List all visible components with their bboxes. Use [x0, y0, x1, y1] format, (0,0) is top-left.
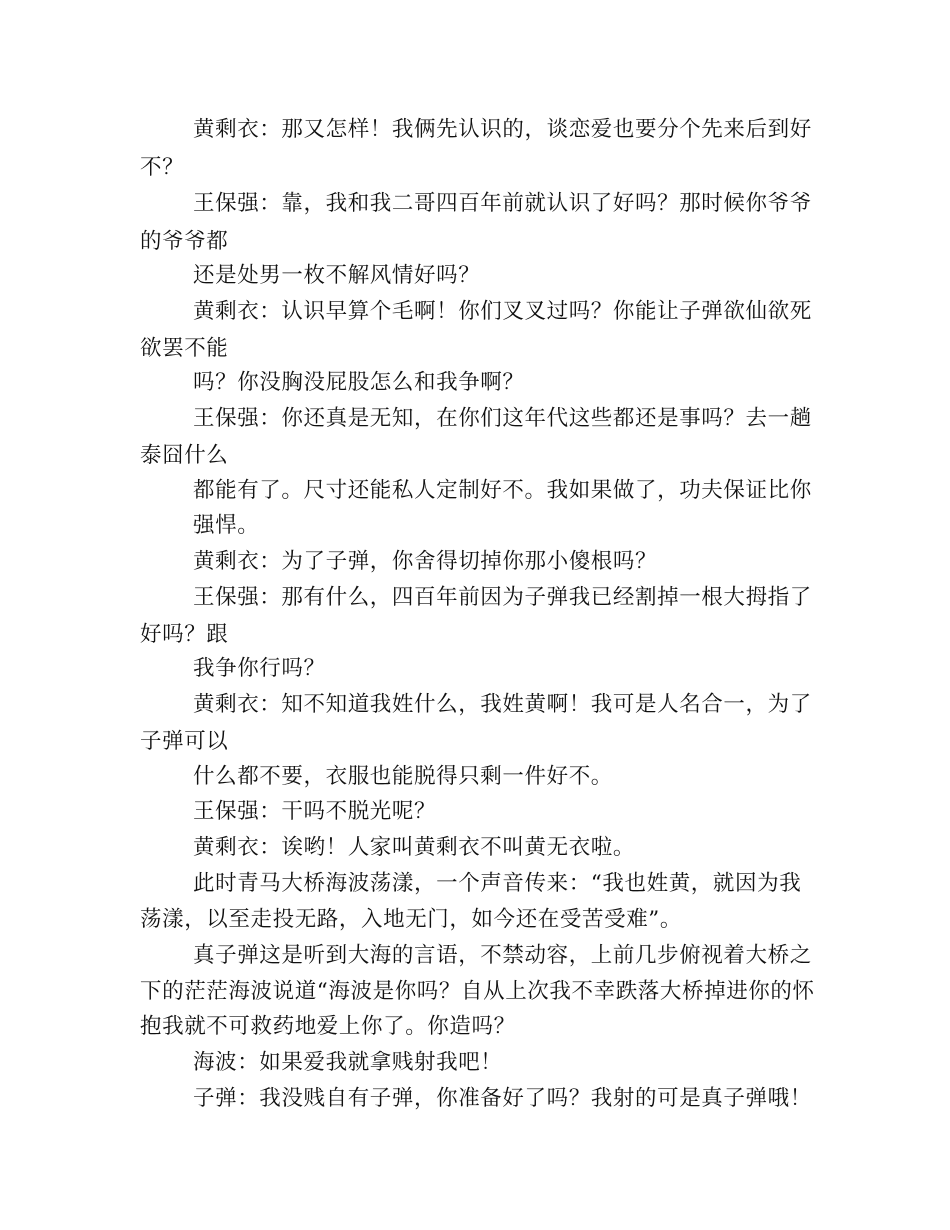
text-line: 黄剩衣：认识早算个毛啊！你们叉叉过吗？你能让子弹欲仙欲死 [193, 299, 812, 324]
text-line: 我争你行吗？ [193, 656, 326, 681]
text-line: 抱我就不可救药地爱上你了。你造吗？ [140, 1014, 516, 1039]
text-line: 荡漾，以至走投无路，入地无门，如今还在受苦受难”。 [140, 907, 682, 932]
text-line: 还是处男一枚不解风情好吗？ [193, 263, 481, 288]
text-line: 黄剩衣：知不知道我姓什么，我姓黄啊！我可是人名合一，为了 [193, 692, 812, 717]
text-line: 吗？你没胸没屁股怎么和我争啊？ [193, 370, 525, 395]
text-line: 不？ [140, 155, 185, 180]
text-line: 王保强：靠，我和我二哥四百年前就认识了好吗？那时候你爷爷 [193, 191, 812, 216]
text-line: 王保强：那有什么，四百年前因为子弹我已经割掉一根大拇指了 [193, 585, 812, 610]
text-line: 都能有了。尺寸还能私人定制好不。我如果做了，功夫保证比你 [193, 478, 812, 503]
text-line: 泰囧什么 [140, 443, 229, 468]
text-line: 强悍。 [193, 513, 260, 538]
text-line: 海波：如果爱我就拿贱射我吧！ [193, 1050, 503, 1075]
text-line: 黄剩衣：那又怎样！我俩先认识的，谈恋爱也要分个先来后到好 [193, 117, 812, 142]
text-line: 王保强：你还真是无知，在你们这年代这些都还是事吗？去一趟 [193, 406, 812, 431]
text-line: 黄剩衣：诶哟！人家叫黄剩衣不叫黄无衣啦。 [193, 835, 636, 860]
text-line: 王保强：干吗不脱光呢？ [193, 799, 437, 824]
text-line: 此时青马大桥海波荡漾，一个声音传来：“我也姓黄，就因为我 [193, 871, 802, 896]
text-line: 好吗？跟 [140, 622, 229, 647]
text-line: 欲罢不能 [140, 336, 229, 361]
text-line: 的爷爷都 [140, 229, 229, 254]
text-line: 什么都不要，衣服也能脱得只剩一件好不。 [193, 764, 613, 789]
text-line: 下的茫茫海波说道“海波是你吗？自从上次我不幸跌落大桥掉进你的怀 [140, 979, 815, 1004]
text-line: 黄剩衣：为了子弹，你舍得切掉你那小傻根吗？ [193, 549, 658, 574]
text-line: 真子弹这是听到大海的言语，不禁动容，上前几步俯视着大桥之 [193, 943, 812, 968]
text-line: 子弹可以 [140, 729, 229, 754]
text-line: 子弹：我没贱自有子弹，你准备好了吗？我射的可是真子弹哦！ [193, 1086, 812, 1111]
